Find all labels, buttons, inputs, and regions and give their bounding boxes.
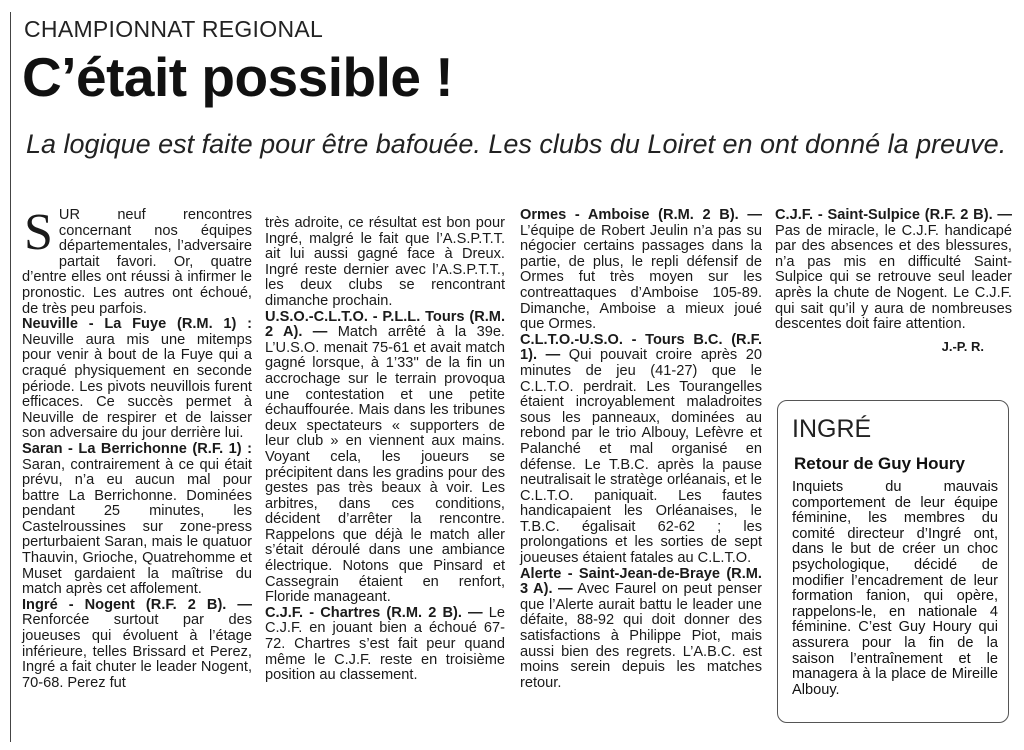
text-column-3: [520, 208, 762, 691]
match-heading: C.L.T.O.-U.S.O. - Tours B.C. (R.F. 1). —: [520, 331, 762, 364]
match-report-uso-pll: [265, 310, 505, 606]
match-report-ormes: [520, 208, 762, 333]
match-text: Le C.J.F. en jouant bien a échoué 67-72. Chartres s’est fait peur quand même le C.J.F. reste en troisième position au classement.: [265, 604, 505, 684]
match-text: Avec Faurel on peut penser que l’Alerte aurait battu le leader une défaite, 88-92 qui doit donner des satisfactions à Philippe Piot, mais aussi bien des regrets. L’A.B.C. est moins serein depuis les matches retour.: [520, 581, 762, 691]
match-report-alerte: [520, 567, 762, 692]
match-report-ingre: [22, 598, 252, 692]
match-report-cjf-saint-sulpice: [775, 208, 1012, 333]
match-heading: C.J.F. - Saint-Sulpice (R.F. 2 B). —: [775, 207, 1012, 223]
match-heading: Ormes - Amboise (R.M. 2 B). —: [520, 207, 762, 223]
article-headline: C’était possible !: [22, 46, 454, 108]
match-report-saran: [22, 442, 252, 598]
article-standfirst: La logique est faite pour être bafouée. Les clubs du Loiret en ont donné la preuve.: [26, 129, 1007, 159]
drop-cap: S: [24, 204, 53, 261]
match-text: Match arrêté à la 39e. L’U.S.O. menait 75-61 et avait match gagné lorsque, à 1’33'' de la fin un accrochage sur le terrain provoqua une contestation et une petite échauffourée. Mais dans les tribunes deux spectateurs « supporters de leur club » en viennent aux mains. Voyant cela, les joueurs se précipitent dans les gradins pour des gestes pas très beaux à voir. Les arbitres, dans ces conditions, décident d’arrêter la rencontre. Rappelons que déjà le match aller s’était déroulé dans une ambiance électrique. Notons que Pinsard et Cassegrain étaient en renfort, Floride manageant.: [265, 324, 505, 606]
match-heading: C.J.F. - Chartres (R.M. 2 B). —: [265, 604, 483, 621]
text-column-4: [775, 208, 1012, 354]
match-heading: Saran - La Berrichonne (R.F. 1) :: [22, 440, 252, 457]
match-text: Renforcée surtout par des joueuses qui évoluent à l’étage inférieure, telles Brissard et Perez, Ingré a fait chuter le leader Nogent, 70-68. Perez fut: [22, 612, 252, 691]
left-column-rule: [10, 12, 11, 742]
match-heading: U.S.O.-C.L.T.O. - P.L.L. Tours (R.M. 2 A). —: [265, 308, 505, 341]
text-column-2: [265, 216, 505, 684]
sidebar-title: INGRÉ: [792, 415, 872, 443]
match-report-clto-tbc: [520, 333, 762, 567]
intro-text: UR neuf rencontres concernant nos équipes départementales, l’adversaire partait favori. Or, quatre d’entre elles ont réussi à infirmer le pronostic. Les autres ont échoué, de très peu parfois.: [22, 207, 252, 317]
continued-paragraph: très adroite, ce résultat est bon pour Ingré, malgré le fait que l’A.S.P.T.T. ait lui aussi gagné face à Dreux. Ingré reste dernier avec l’A.S.P.T.T., les deux clubs se rencontrant dimanche prochain.: [265, 215, 505, 309]
match-heading: Ingré - Nogent (R.F. 2 B). —: [22, 596, 252, 613]
intro-paragraph: [22, 204, 252, 317]
match-text: L’équipe de Robert Jeulin n’a pas su négocier certains passages dans la partie, de plus, le repli défensif de Ormes fut très moyen sur les contreattaques d’Amboise 105-89. Dimanche, Amboise a mieux joué que Ormes.: [520, 222, 762, 333]
sidebar-box: [777, 400, 1009, 723]
match-heading: Alerte - Saint-Jean-de-Braye (R.M. 3 A). —: [520, 565, 762, 598]
section-kicker: CHAMPIONNAT REGIONAL: [24, 16, 324, 42]
match-text: Pas de miracle, le C.J.F. handicapé par des absences et des blessures, n’a pas mis en difficulté Saint-Sulpice qui se retrouve seul leader après la chute de Nogent. Le C.J.F. qui sait qu’il y aura de nombreuses descentes doit faire attention.: [775, 222, 1012, 333]
match-report-neuville: [22, 317, 252, 442]
sidebar-body: Inquiets du mauvais comportement de leur équipe féminine, les membres du comité directeur d’Ingré ont, dans le but de créer un choc psychologique, décidé de modifier l’encadrement de leur formation fanion, qui opère, rappelons-le, en nationale 4 féminine. C’est Guy Houry qui assurera pour la fin de la saison l’entraînement et le managera à la place de Mireille Albouy.: [792, 479, 998, 698]
match-text: Saran, contrairement à ce qui était prévu, n’a eu aucun mal pour battre La Berrichonne. Dominées pendant 25 minutes, les Castelroussines sur zone-press perturbaient Saran, mais le quatuor Thauvin, Grioche, Quatrehomme et Muset gardaient la maîtrise du match après cet affolement.: [22, 456, 252, 598]
match-text: Qui pouvait croire après 20 minutes de jeu (41-27) que le C.L.T.O. perdrait. Les Tourangelles étaient incroyablement maladroites sous les panneaux, dominées au rebond par le trio Albouy, Lefèvre et Palanché et mal organisé en défense. Le T.B.C. après la pause neutralisait le stratège orléanais, et le C.L.T.O. paniquait. Les fautes handicapaient les Orléanaises, le T.B.C. égalisait 62-62 ; les prolongations et les sorties de sept joueuses étaient fatales au C.L.T.O.: [520, 347, 762, 567]
match-heading: Neuville - La Fuye (R.M. 1) :: [22, 316, 252, 333]
author-signature: J.-P. R.: [941, 338, 984, 354]
sidebar-subtitle: Retour de Guy Houry: [794, 454, 965, 473]
match-text: Neuville aura mis une mitemps pour venir à bout de la Fuye qui a craqué physiquement en seconde période. Les pivots neuvillois furent efficaces. Ce succès permet à Neuville de respirer et de laisser son adversaire du jour derrière lui.: [22, 331, 252, 442]
match-report-cjf-chartres: [265, 606, 505, 684]
text-column-1: [22, 204, 252, 691]
